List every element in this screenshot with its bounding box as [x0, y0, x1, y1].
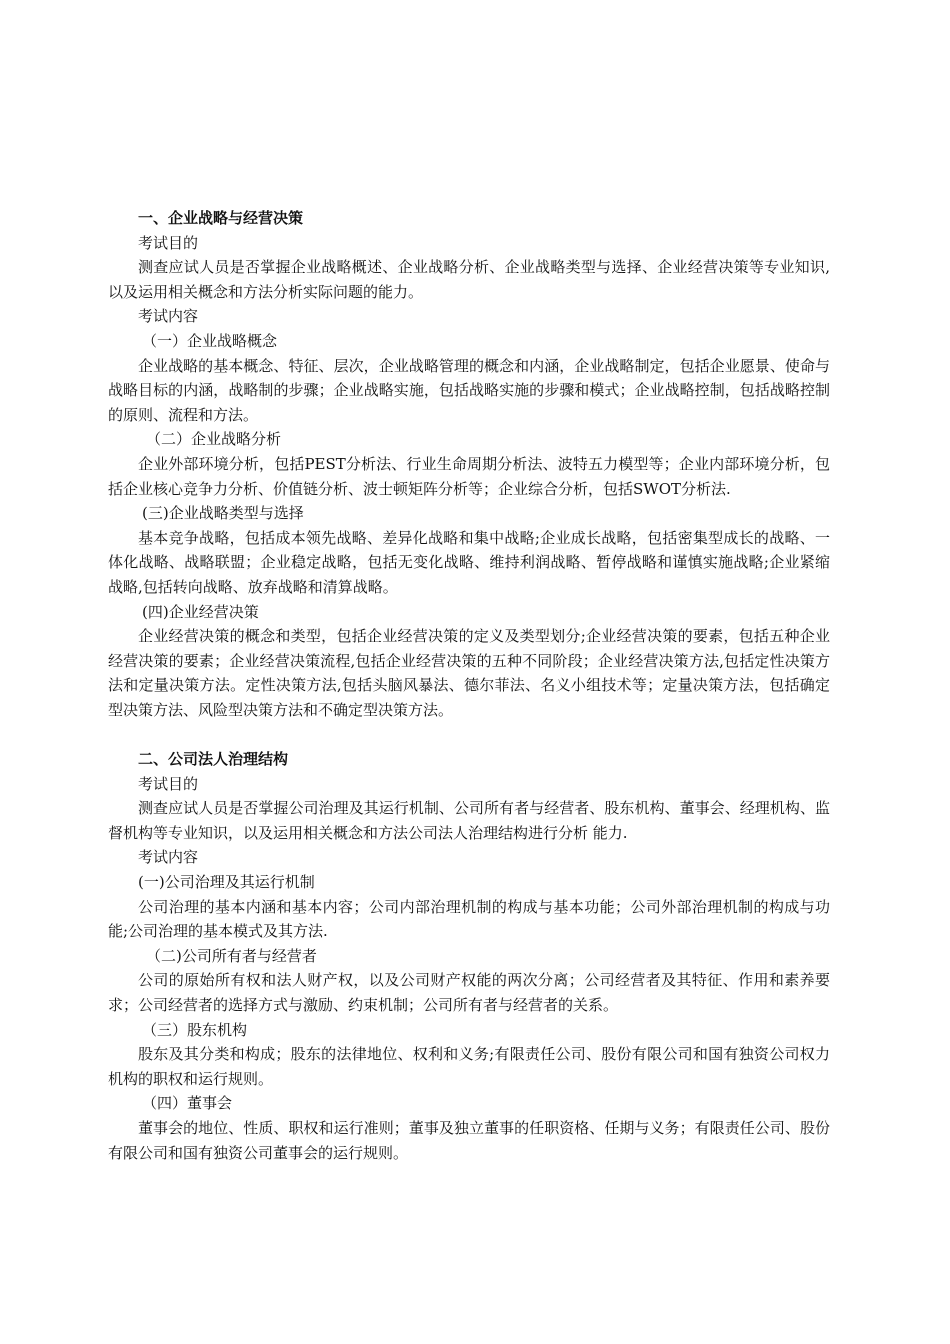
section-1-title: 一、企业战略与经营决策 [138, 209, 304, 227]
section-2-item-1-text: 公司治理的基本内涵和基本内容；公司内部治理机制的构成与基本功能；公司外部治理机制的构成与功能;公司治理的基本模式及其方法. [108, 897, 830, 941]
section-2-item-1-label: (一)公司治理及其运行机制 [138, 873, 315, 892]
section-2-content-label: 考试内容 [138, 848, 199, 867]
section-2-item-2-text: 公司的原始所有权和法人财产权，以及公司财产权能的两次分离；公司经营者及其特征、作用和素养要求；公司经营者的选择方式与激励、约束机制；公司所有者与经营者的关系。 [108, 971, 830, 1014]
section-1-item-4-label: (四)企业经营决策 [142, 602, 259, 621]
section-1-purpose-label: 考试目的 [138, 233, 199, 252]
section-2-title: 二、公司法人治理结构 [138, 750, 289, 769]
section-1-item-1-text: 企业战略的基本概念、特征、层次，企业战略管理的概念和内涵，企业战略制定，包括企业愿景、使命与战略目标的内涵，战略制的步骤；企业战略实施，包括战略实施的步骤和模式；企业战略控制，包括战略控制的原则、流程和方法。 [108, 356, 830, 424]
section-1-item-2-text: 企业外部环境分析，包括PEST分析法、行业生命周期分析法、波特五力模型等；企业内部环境分析，包括企业核心竞争力分析、价值链分析、波士顿矩阵分析等；企业综合分析，包括SWOT分析法. [108, 454, 830, 498]
section-1-content-label: 考试内容 [138, 307, 199, 326]
section-1-item-2-label: （二）企业战略分析 [146, 430, 282, 449]
section-2-purpose-text: 测查应试人员是否掌握公司治理及其运行机制、公司所有者与经营者、股东机构、董事会、经理机构、监督机构等专业知识，以及运用相关概念和方法公司法人治理结构进行分析 能力. [108, 799, 830, 842]
section-1-item-3-label: (三)企业战略类型与选择 [142, 504, 304, 523]
section-1-item-3-text: 基本竞争战略，包括成本领先战略、差异化战略和集中战略;企业成长战略，包括密集型成长的战略、一体化战略、战略联盟；企业稳定战略，包括无变化战略、维持利润战略、暂停战略和谨慎实施战略;企业紧缩战略,包括转向战略、放弃战略和清算战略。 [108, 528, 830, 596]
section-2-item-4-text: 董事会的地位、性质、职权和运行准则；董事及独立董事的任职资格、任期与义务；有限责任公司、股份有限公司和国有独资公司董事会的运行规则。 [108, 1118, 830, 1162]
section-2-item-3-label: （三）股东机构 [142, 1020, 248, 1039]
section-spacer [108, 722, 830, 747]
section-2-item-4-label: （四）董事会 [142, 1094, 233, 1113]
section-2-item-2-label: （二)公司所有者与经营者 [146, 946, 317, 965]
section-1-item-4-text: 企业经营决策的概念和类型，包括企业经营决策的定义及类型划分;企业经营决策的要素，包括五种企业经营决策的要素；企业经营决策流程,包括企业经营决策的五种不同阶段；企业经营决策方法,包括定性决策方法和定量决策方法。定性决策方法,包括头脑风暴法、德尔菲法、名义小组技术等；定量决策方法，包括确定型决策方法、风险型决策方法和不确定型决策方法。 [108, 627, 830, 719]
section-2-purpose-label: 考试目的 [138, 774, 199, 793]
section-1-purpose-text: 测查应试人员是否掌握企业战略概述、企业战略分析、企业战略类型与选择、企业经营决策等专业知识,以及运用相关概念和方法分析实际问题的能力。 [108, 258, 830, 301]
section-2-item-3-text: 股东及其分类和构成；股东的法律地位、权利和义务;有限责任公司、股份有限公司和国有独资公司权力机构的职权和运行规则。 [108, 1045, 830, 1088]
section-1-item-1-label: （一）企业战略概念 [142, 331, 278, 350]
document-page [108, 206, 830, 1165]
